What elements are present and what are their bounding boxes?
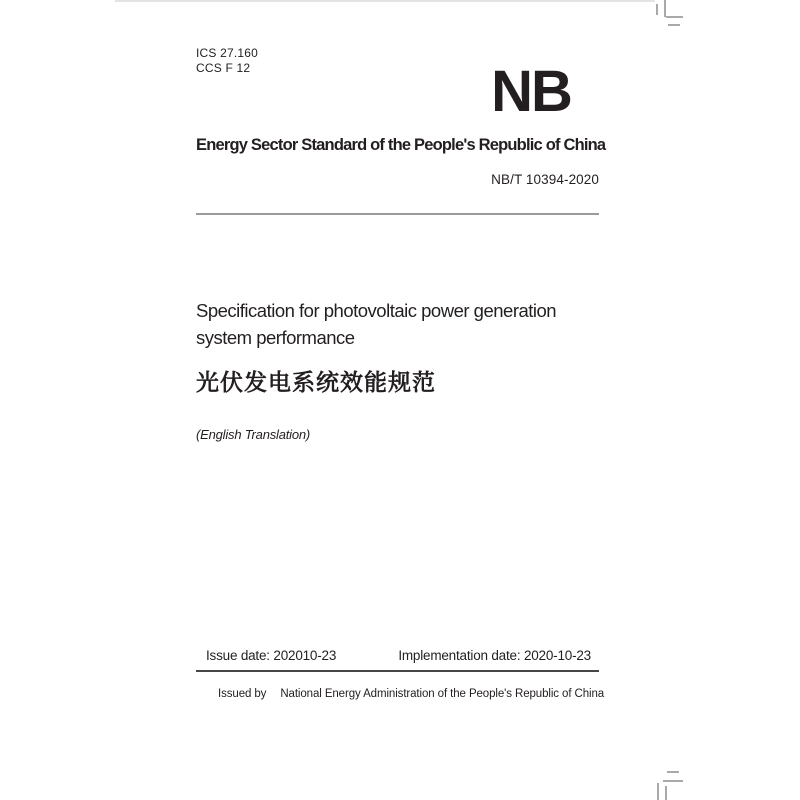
nb-logo: NB	[491, 59, 571, 124]
scan-edge-line	[115, 0, 655, 2]
implementation-date: Implementation date: 2020-10-23	[398, 648, 591, 663]
crop-mark-top-right-icon	[668, 24, 680, 26]
ccs-code: CCS F 12	[196, 61, 251, 75]
standard-number: NB/T 10394-2020	[491, 172, 599, 187]
issued-by-value: National Energy Administration of the People's Republic of China	[280, 688, 605, 700]
dates-divider	[196, 670, 599, 672]
issue-date: Issue date: 202010-23	[206, 648, 337, 663]
crop-mark-bottom-right-icon	[663, 780, 683, 782]
classification-codes	[196, 46, 258, 76]
dates-row	[196, 648, 599, 663]
title-english: Specification for photovoltaic power generation system performance	[196, 300, 557, 348]
crop-mark-top-right-icon	[664, 0, 666, 17]
crop-mark-bottom-right-icon	[657, 783, 659, 800]
title-chinese: 光伏发电系统效能规范	[196, 369, 436, 395]
crop-mark-bottom-right-icon	[665, 786, 667, 800]
ics-code: ICS 27.160	[196, 46, 259, 60]
issued-by-label: Issued by	[218, 688, 267, 700]
header-divider	[196, 213, 599, 215]
issued-by-row	[218, 688, 604, 700]
crop-mark-bottom-right-icon	[667, 771, 679, 773]
crop-mark-top-right-icon	[656, 4, 658, 15]
translation-note: (English Translation)	[196, 427, 311, 442]
standard-designation: Energy Sector Standard of the People's Republic of China	[196, 136, 606, 154]
crop-mark-top-right-icon	[666, 16, 683, 18]
